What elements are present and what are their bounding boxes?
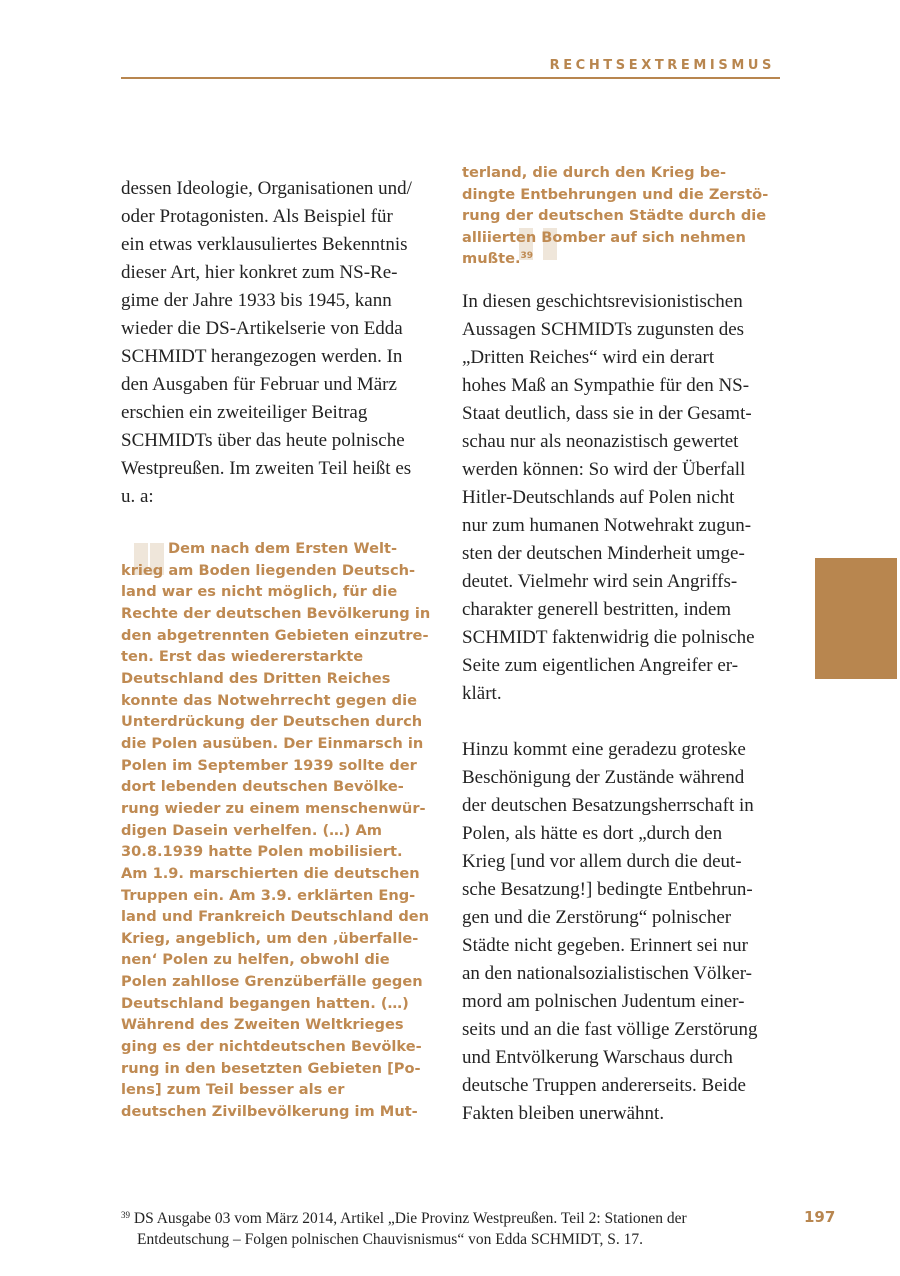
quote-line: rung der deutschen Städte durch die <box>462 207 767 225</box>
quote-line: 30.8.1939 hatte Polen mobilisiert. <box>121 843 403 861</box>
quote-line: konnte das Notwehrrecht gegen die <box>121 691 418 709</box>
running-header: RECHTSEXTREMISMUS <box>549 58 775 73</box>
left-column-text <box>121 175 436 511</box>
footnote-number: 39 <box>121 1210 130 1220</box>
text-line: SCHMIDT faktenwidrig die polnische <box>462 627 755 648</box>
text-line: deutsche Truppen andererseits. Beide <box>462 1075 746 1096</box>
text-line: an den nationalsozialistischen Völker- <box>462 963 752 984</box>
text-line: der deutschen Besatzungsherrschaft in <box>462 795 754 816</box>
text-line: dieser Art, hier konkret zum NS-Re- <box>121 262 398 283</box>
quote-line: Am 1.9. marschierten die deutschen <box>121 864 420 882</box>
quote-line: lens] zum Teil besser als er <box>121 1081 345 1099</box>
text-line: Seite zum eigentlichen Angreifer er- <box>462 655 739 676</box>
text-line: Hinzu kommt eine geradezu groteske <box>462 739 746 760</box>
quote-line: Polen zahllose Grenzüberfälle gegen <box>121 973 423 991</box>
quote-line: ten. Erst das wiedererstarkte <box>121 648 364 666</box>
header-rule <box>121 77 780 79</box>
text-line: gime der Jahre 1933 bis 1945, kann <box>121 290 392 311</box>
right-paragraph-1 <box>462 288 782 708</box>
quote-line: Rechte der deutschen Bevölkerung in <box>121 604 431 622</box>
quote-line: Deutschland des Dritten Reiches <box>121 669 391 687</box>
text-line: dessen Ideologie, Organisationen und/ <box>121 178 412 199</box>
text-line: den Ausgaben für Februar und März <box>121 374 397 395</box>
block-quote-left <box>121 538 436 1123</box>
text-line: wieder die DS-Artikelserie von Edda <box>121 318 403 339</box>
quote-line: die Polen ausüben. Der Einmarsch in <box>121 734 424 752</box>
quote-line: ging es der nichtdeutschen Bevölke- <box>121 1038 422 1056</box>
quote-line: land und Frankreich Deutschland den <box>121 908 430 926</box>
chapter-thumb-tab <box>815 558 897 679</box>
quote-line: terland, die durch den Krieg be- <box>462 164 727 181</box>
text-line: sche Besatzung!] bedingte Entbehrun- <box>462 879 753 900</box>
quote-line: Deutschland begangen hatten. (…) <box>121 994 409 1012</box>
text-line: SCHMIDT herangezogen werden. In <box>121 346 403 367</box>
quote-line: Truppen ein. Am 3.9. erklärten Eng- <box>121 886 416 904</box>
footnote-line-1 <box>121 1208 791 1229</box>
text-line: oder Protagonisten. Als Beispiel für <box>121 206 393 227</box>
text-line: Beschönigung der Zustände während <box>462 767 745 788</box>
quote-line: digen Dasein verhelfen. (…) Am <box>121 821 382 839</box>
quote-line: rung wieder zu einem menschenwür- <box>121 799 426 817</box>
footnote-reference[interactable]: 39 <box>520 251 534 262</box>
quote-line: den abgetrennten Gebieten einzutre- <box>121 626 429 644</box>
text-line: Fakten bleiben unerwähnt. <box>462 1103 665 1124</box>
quote-line: land war es nicht möglich, für die <box>121 583 398 601</box>
text-line: Polen, als hätte es dort „durch den <box>462 823 723 844</box>
footnote-text: DS Ausgabe 03 vom März 2014, Artikel „Die Provinz Westpreußen. Teil 2: Stationen der <box>133 1210 687 1227</box>
quote-line: Krieg, angeblich, um den ‚überfalle- <box>121 929 419 947</box>
quote-line: rung in den besetzten Gebieten [Po- <box>121 1059 421 1077</box>
block-quote-right <box>462 162 782 270</box>
quote-line: Dem nach dem Ersten Welt- <box>168 540 397 557</box>
quote-line: Während des Zweiten Weltkrieges <box>121 1016 404 1034</box>
text-line: Aussagen SCHMIDTs zugunsten des <box>462 319 745 340</box>
right-paragraph-2 <box>462 736 782 1128</box>
text-line: Hitler-Deutschlands auf Polen nicht <box>462 487 735 508</box>
quote-line: dingte Entbehrungen und die Zerstö- <box>462 185 769 203</box>
text-line: schau nur als neonazistisch gewertet <box>462 431 739 452</box>
text-line: Westpreußen. Im zweiten Teil heißt es <box>121 458 412 479</box>
quote-last-text: mußte. <box>462 250 521 268</box>
text-line: werden können: So wird der Überfall <box>462 459 746 480</box>
quote-line: dort lebenden deutschen Bevölke- <box>121 778 404 796</box>
text-line: ein etwas verklausuliertes Bekenntnis <box>121 234 408 255</box>
text-line: deutet. Vielmehr wird sein Angriffs- <box>462 571 738 592</box>
text-line: sten der deutschen Minderheit umge- <box>462 543 745 564</box>
footnote <box>121 1208 791 1250</box>
text-line: gen und die Zerstörung“ polnischer <box>462 907 732 928</box>
text-line: In diesen geschichtsrevisionistischen <box>462 291 743 312</box>
text-line: und Entvölkerung Warschaus durch <box>462 1047 733 1068</box>
text-line: Staat deutlich, dass sie in der Gesamt- <box>462 403 752 424</box>
text-line: Krieg [und vor allem durch die deut- <box>462 851 742 872</box>
text-line: charakter generell bestritten, indem <box>462 599 732 620</box>
text-line: „Dritten Reiches“ wird ein derart <box>462 347 715 368</box>
quote-line: krieg am Boden liegenden Deutsch- <box>121 561 416 579</box>
text-line: u. a: <box>121 486 154 507</box>
text-line: seits und an die fast völlige Zerstörung <box>462 1019 758 1040</box>
text-line: erschien ein zweiteiliger Beitrag <box>121 402 368 423</box>
text-line: SCHMIDTs über das heute polnische <box>121 430 405 451</box>
quote-line-last <box>462 248 782 270</box>
text-line: klärt. <box>462 683 502 704</box>
text-line: nur zum humanen Notwehrakt zugun- <box>462 515 752 536</box>
quote-line: nen‘ Polen zu helfen, obwohl die <box>121 951 390 969</box>
text-line: mord am polnischen Judentum einer- <box>462 991 745 1012</box>
text-line: Städte nicht gegeben. Erinnert sei nur <box>462 935 748 956</box>
footnote-line-2: Entdeutschung – Folgen polnischen Chauvisnismus“ von Edda SCHMIDT, S. 17. <box>137 1231 644 1248</box>
quote-line: Polen im September 1939 sollte der <box>121 756 417 774</box>
quote-line: Unterdrückung der Deutschen durch <box>121 713 423 731</box>
quote-line: deutschen Zivilbevölkerung im Mut- <box>121 1103 418 1121</box>
page-number: 197 <box>804 1208 836 1226</box>
text-line: hohes Maß an Sympathie für den NS- <box>462 375 750 396</box>
quote-line: alliierten Bomber auf sich nehmen <box>462 228 746 246</box>
